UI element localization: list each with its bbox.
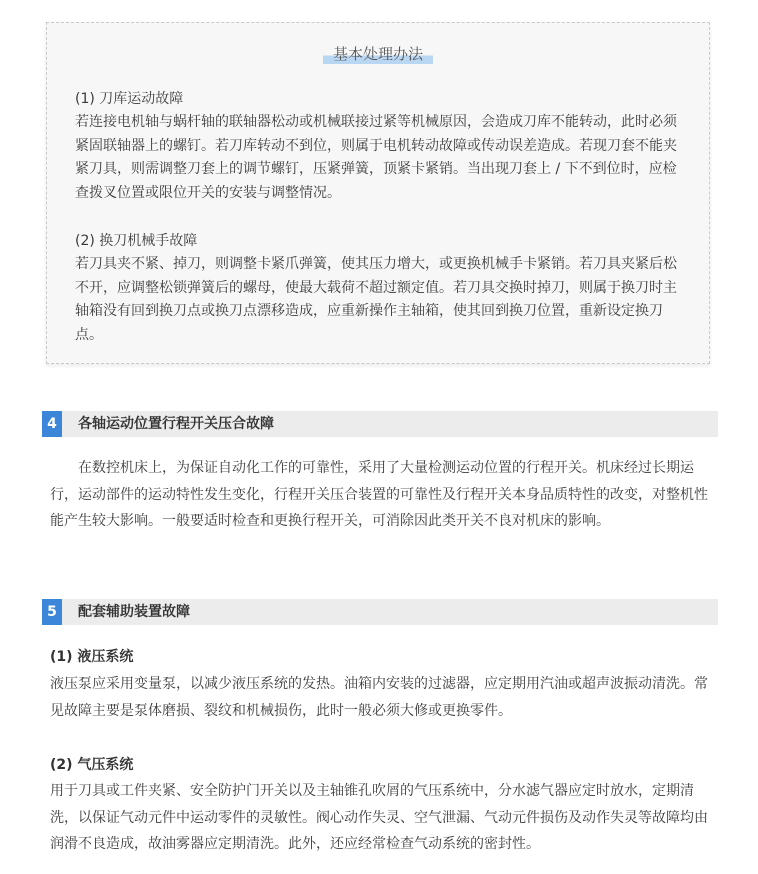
section-5-title: 配套辅助装置故障 (78, 604, 190, 620)
tool-changer-fault-block (75, 230, 685, 347)
tool-changer-fault-heading: (2) 换刀机械手故障 (75, 233, 198, 249)
section-4-title: 各轴运动位置行程开关压合故障 (78, 416, 274, 432)
box-title-text: 基本处理办法 (323, 44, 433, 64)
tool-magazine-fault-text: 若连接电机轴与蜗杆轴的联轴器松动或机械联接过紧等机械原因，会造成刀库不能转动，此时必须紧固联轴器上的螺钉。若刀库转动不到位，则属于电机转动故障或传动误差造成。若现刀套不能夹紧刀具，则需调整刀套上的调节螺钉，压紧弹簧，顶紧卡紧销。当出现刀套上 / 下不到位时，应检查拨叉位置或限位开关的安装与调整情况。 (75, 114, 677, 201)
section-5-number: 5 (42, 599, 62, 625)
pneumatic-heading: (2) 气压系统 (50, 757, 134, 773)
hydraulic-heading: (1) 液压系统 (50, 649, 134, 665)
section-4-paragraph: 在数控机床上，为保证自动化工作的可靠性，采用了大量检测运动位置的行程开关。机床经过长期运行，运动部件的运动特性发生变化，行程开关压合装置的可靠性及行程开关本身品质特性的改变，对整机性能产生较大影响。一般要适时检查和更换行程开关，可消除因此类开关不良对机床的影响。 (50, 460, 708, 529)
hydraulic-paragraph: 液压泵应采用变量泵，以减少液压系统的发热。油箱内安装的过滤器，应定期用汽油或超声波振动清洗。常见故障主要是泵体磨损、裂纹和机械损伤，此时一般必须大修或更换零件。 (50, 676, 708, 719)
section-5-header (42, 599, 718, 625)
section-4-header (42, 411, 718, 437)
box-title (47, 44, 709, 64)
tool-magazine-fault-heading: (1) 刀库运动故障 (75, 91, 184, 107)
basic-methods-box (46, 22, 710, 364)
tool-magazine-fault-block (75, 88, 685, 205)
pneumatic-paragraph: 用于刀具或工件夹紧、安全防护门开关以及主轴锥孔吹屑的气压系统中，分水滤气器应定时放水，定期清洗，以保证气动元件中运动零件的灵敏性。阀心动作失灵、空气泄漏、气动元件损伤及动作失灵等故障均由润滑不良造成，故油雾器应定期清洗。此外，还应经常检查气动系统的密封性。 (50, 783, 708, 852)
tool-changer-fault-text: 若刀具夹不紧、掉刀，则调整卡紧爪弹簧，使其压力增大，或更换机械手卡紧销。若刀具夹紧后松不开，应调整松锁弹簧后的螺母，使最大载荷不超过额定值。若刀具交换时掉刀，则属于换刀时主轴箱没有回到换刀点或换刀点漂移造成，应重新操作主轴箱，使其回到换刀位置，重新设定换刀点。 (75, 256, 677, 343)
section-4-number: 4 (42, 411, 62, 437)
